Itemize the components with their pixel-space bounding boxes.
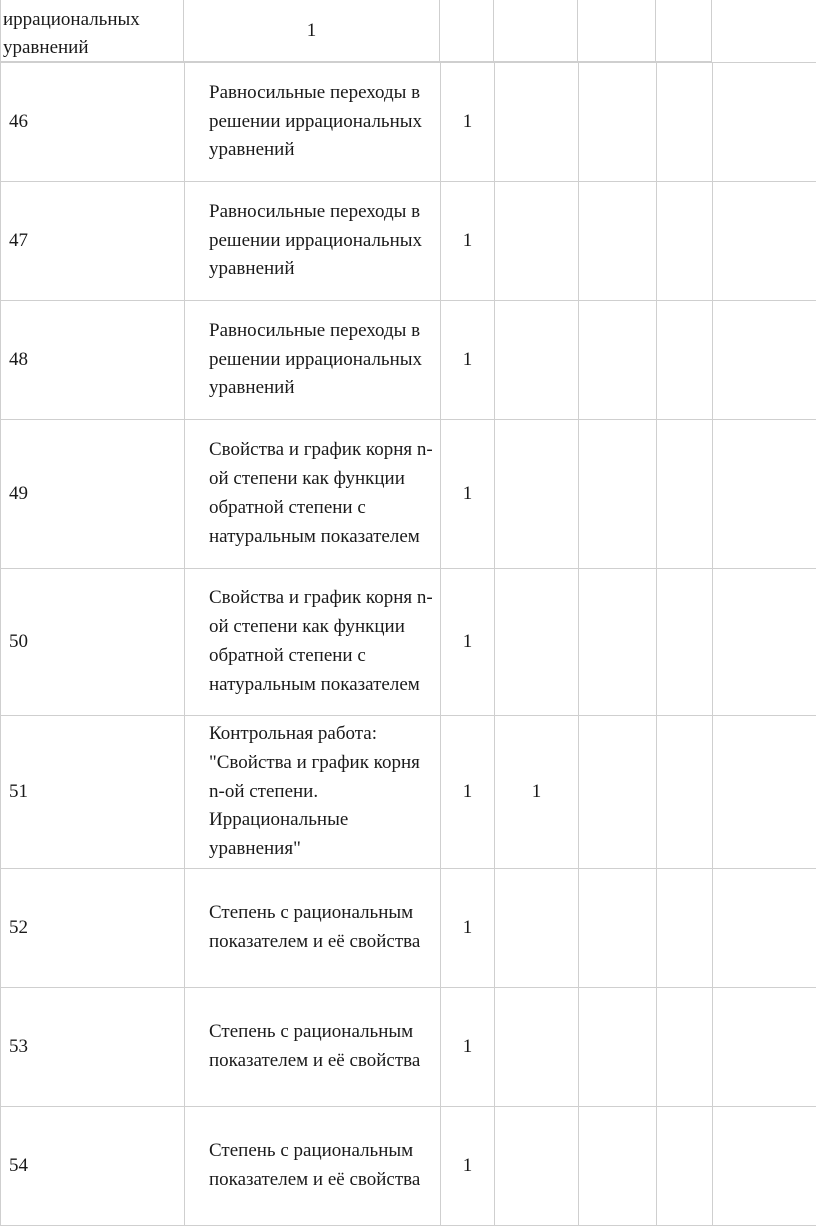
table-row [1,301,816,420]
control-work-count: 1 [495,716,579,869]
lesson-topic: Равносильные переходы в решении иррациональных уравнений [185,301,441,420]
empty-cell [713,420,816,569]
lesson-hours: 1 [441,868,495,987]
empty-cell [713,716,816,869]
empty-cell [657,420,713,569]
lesson-number: 46 [1,63,185,182]
table-row [1,716,816,869]
control-work-count [495,63,579,182]
table-row [1,868,816,987]
lesson-topic: Равносильные переходы в решении иррациональных уравнений [185,63,441,182]
empty-cell [579,420,657,569]
lesson-number: 49 [1,420,185,569]
lesson-hours: 1 [441,182,495,301]
continuation-hours: 1 [184,0,440,62]
empty-cell [579,301,657,420]
empty-cell [713,868,816,987]
lesson-topic: Равносильные переходы в решении иррациональных уравнений [185,182,441,301]
empty-cell [579,63,657,182]
lesson-hours: 1 [441,301,495,420]
empty-cell [579,1106,657,1225]
table-row [1,569,816,716]
control-work-count [495,1106,579,1225]
lesson-hours: 1 [441,716,495,869]
lesson-number: 52 [1,868,185,987]
lesson-topic: Степень с рациональным показателем и её свойства [185,1106,441,1225]
lesson-number: 53 [1,987,185,1106]
empty-cell [657,182,713,301]
empty-cell [657,63,713,182]
lesson-hours: 1 [441,987,495,1106]
lesson-number: 48 [1,301,185,420]
lesson-topic: Степень с рациональным показателем и её свойства [185,987,441,1106]
lesson-hours: 1 [441,63,495,182]
empty-cell [579,987,657,1106]
lesson-hours: 1 [441,1106,495,1225]
lesson-number: 50 [1,569,185,716]
lesson-topic: Свойства и график корня n-ой степени как функции обратной степени с натуральным показателем [185,420,441,569]
control-work-count [495,569,579,716]
lesson-hours: 1 [441,420,495,569]
lesson-topic: Степень с рациональным показателем и её свойства [185,868,441,987]
lesson-topic: Свойства и график корня n-ой степени как функции обратной степени с натуральным показателем [185,569,441,716]
lesson-number: 51 [1,716,185,869]
control-work-count [495,182,579,301]
lesson-number: 54 [1,1106,185,1225]
empty-cell [657,1106,713,1225]
lesson-plan-table [0,62,816,1226]
empty-cell [713,569,816,716]
table-row [1,182,816,301]
table-continuation-row [0,0,712,62]
empty-cell [713,301,816,420]
empty-cell [713,63,816,182]
lesson-number: 47 [1,182,185,301]
empty-cell [579,716,657,869]
control-work-count [495,987,579,1106]
empty-cell [579,182,657,301]
empty-cell [657,987,713,1106]
empty-cell [657,569,713,716]
continuation-empty-cell [494,0,578,62]
continuation-empty-cell [440,0,494,62]
continuation-topic: иррациональных уравнений [0,0,184,62]
table-row [1,63,816,182]
control-work-count [495,301,579,420]
empty-cell [713,1106,816,1225]
empty-cell [579,868,657,987]
lesson-hours: 1 [441,569,495,716]
empty-cell [579,569,657,716]
table-row [1,987,816,1106]
lesson-topic: Контрольная работа: "Свойства и график корня n-ой степени. Иррациональные уравнения" [185,716,441,869]
continuation-empty-cell [578,0,656,62]
empty-cell [657,301,713,420]
empty-cell [657,716,713,869]
empty-cell [713,987,816,1106]
control-work-count [495,868,579,987]
table-row [1,420,816,569]
table-row [1,1106,816,1225]
control-work-count [495,420,579,569]
empty-cell [657,868,713,987]
continuation-empty-cell [656,0,712,62]
empty-cell [713,182,816,301]
